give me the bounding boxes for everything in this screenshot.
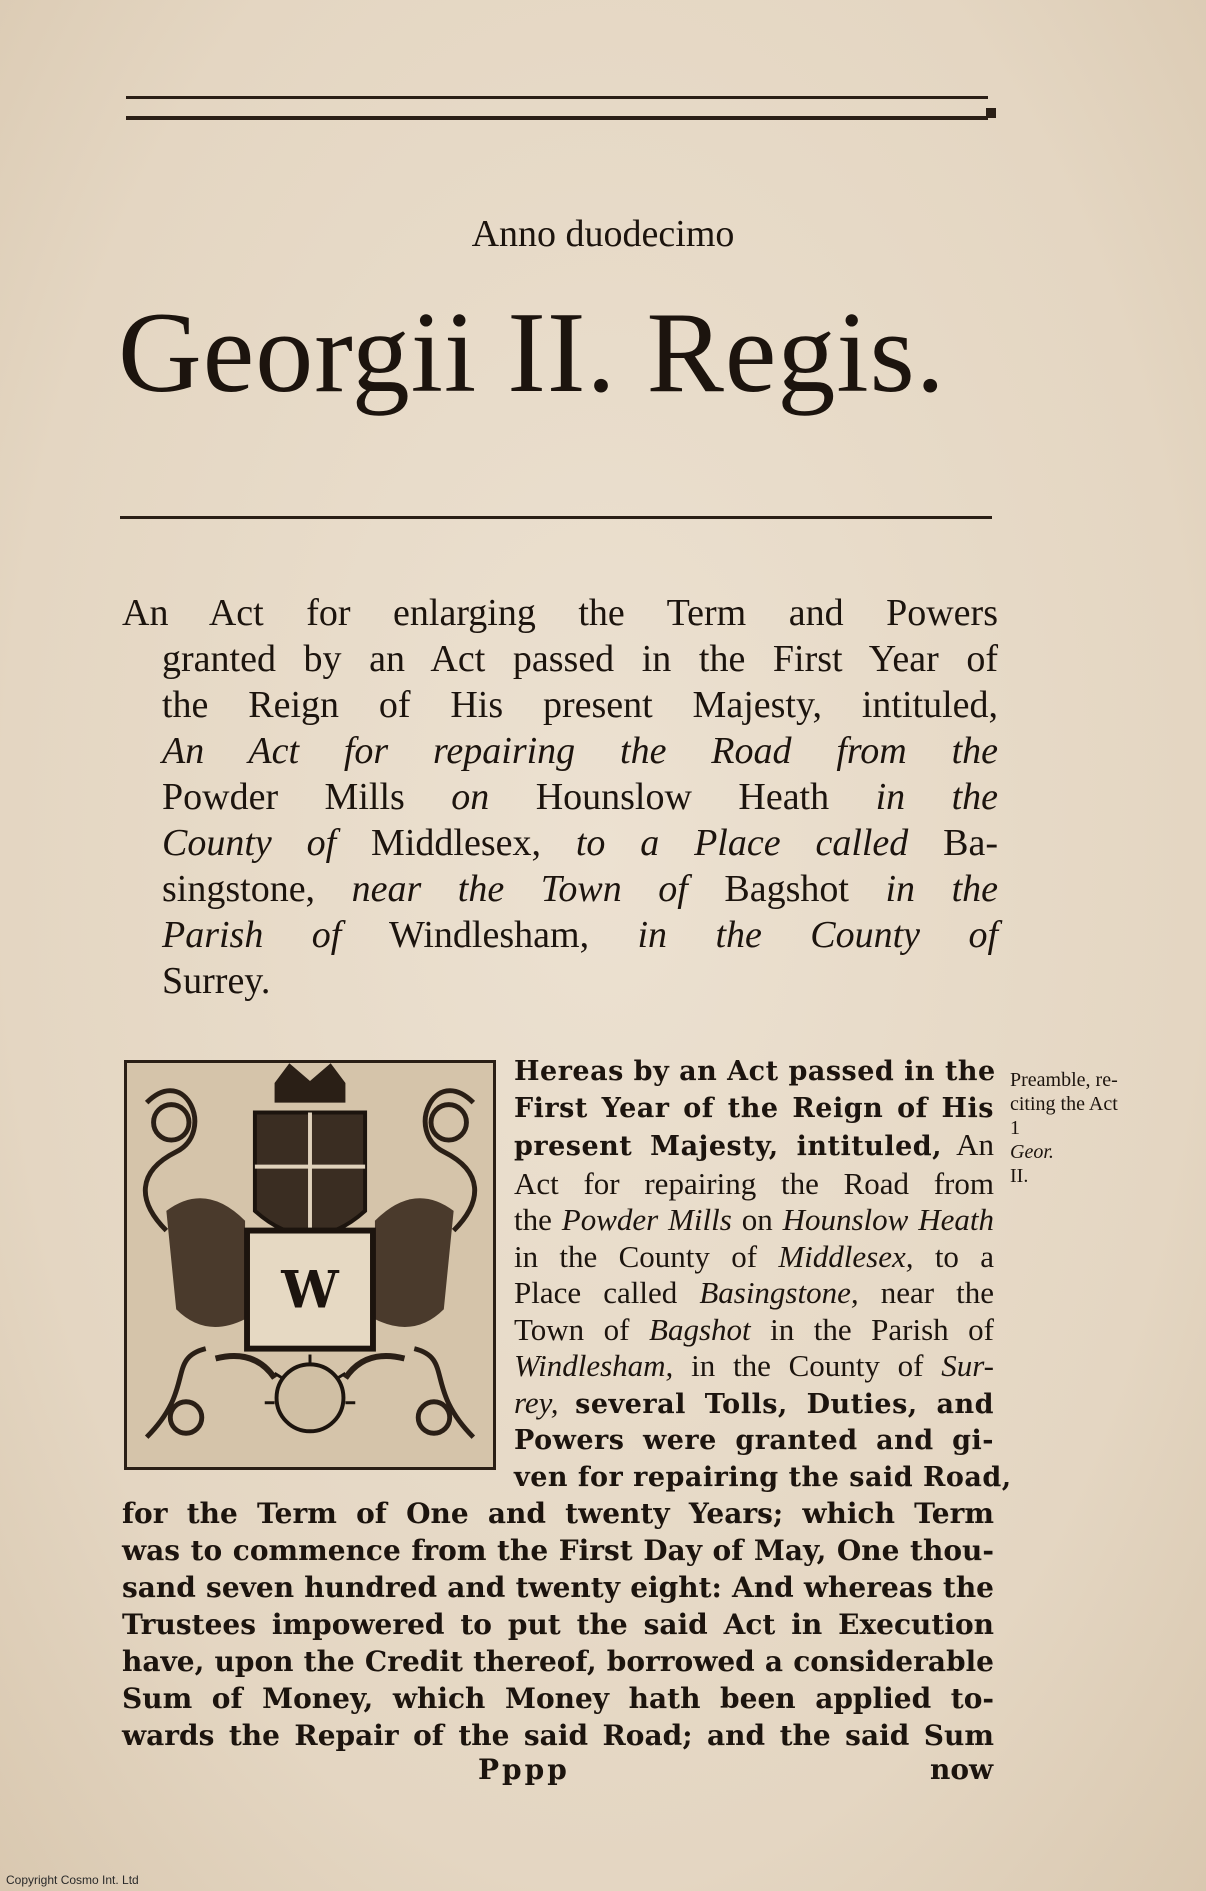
act-title-line: singstone, near the Town of Bagshot in the <box>162 868 999 910</box>
signature-mark: Pppp <box>478 1753 570 1786</box>
act-title-line: An Act for enlarging the Term and Powers <box>122 592 998 634</box>
body-line: Place called Basingstone, near the <box>514 1275 995 1310</box>
body-line: wards the Repair of the said Road; and the said Sum <box>122 1719 994 1752</box>
catchword: now <box>930 1753 994 1786</box>
body-line: in the County of Middlesex, to a <box>514 1238 994 1274</box>
act-title-line: An Act for repairing the Road from the <box>162 730 998 772</box>
rule-ornament <box>986 108 996 118</box>
act-title-line: Parish of Windlesham, in the County of <box>162 914 998 956</box>
margin-note-line: citing the Act <box>1010 1093 1118 1115</box>
body-line: First Year of the Reign of His <box>514 1092 994 1124</box>
act-title <box>122 590 998 1004</box>
royal-arms-icon <box>127 1063 493 1467</box>
margin-note <box>1010 1068 1200 1188</box>
body-line: present Majesty, intituled, An <box>514 1127 994 1162</box>
body-line: for the Term of One and twenty Years; which Term <box>122 1497 994 1530</box>
copyright-notice: Copyright Cosmo Int. Ltd <box>6 1873 139 1887</box>
act-title-line: County of Middlesex, to a Place called Ba- <box>162 822 999 864</box>
body-line: Hereas by an Act passed in the <box>514 1056 996 1087</box>
body-line: Sum of Money, which Money hath been applied to- <box>122 1682 994 1715</box>
subheading: Anno duodecimo <box>471 213 735 255</box>
initial-letter: W <box>281 1260 339 1321</box>
body-line: Windlesham, in the County of Sur- <box>514 1348 995 1383</box>
body-line: was to commence from the First Day of May, One thou- <box>122 1534 994 1567</box>
top-rule-thick <box>126 116 988 120</box>
body-text-full <box>122 1495 994 1754</box>
body-line: have, upon the Credit thereof, borrowed a considerable <box>122 1645 994 1678</box>
margin-note-line: Preamble, re- <box>1010 1069 1118 1091</box>
page-title: Georgii II. Regis. <box>118 289 946 417</box>
act-title-line: Surrey. <box>162 960 271 1002</box>
act-title-line: Powder Mills on Hounslow Heath in the <box>162 776 999 818</box>
body-line: Trustees impowered to put the said Act in Execution <box>122 1608 994 1641</box>
body-line: Act for repairing the Road from <box>514 1165 994 1201</box>
title-rule <box>120 516 992 519</box>
body-line: sand seven hundred and twenty eight: And whereas the <box>122 1571 994 1604</box>
body-text-right <box>514 1054 1012 1496</box>
decorative-initial-woodcut <box>124 1060 496 1470</box>
body-line: ven for repairing the said Road, <box>514 1461 1012 1493</box>
body-line: Powers were granted and gi- <box>514 1425 994 1456</box>
body-line: rey, several Tolls, Duties, and <box>514 1384 994 1420</box>
margin-note-line: 1 Geor. II. <box>1010 1117 1054 1187</box>
body-line: the Powder Mills on Hounslow Heath <box>514 1202 994 1237</box>
body-line: Town of Bagshot in the Parish of <box>514 1311 995 1347</box>
act-title-line: the Reign of His present Majesty, intituled, <box>162 684 998 726</box>
act-title-line: granted by an Act passed in the First Year of <box>162 638 998 680</box>
top-rule-thin <box>126 96 988 99</box>
